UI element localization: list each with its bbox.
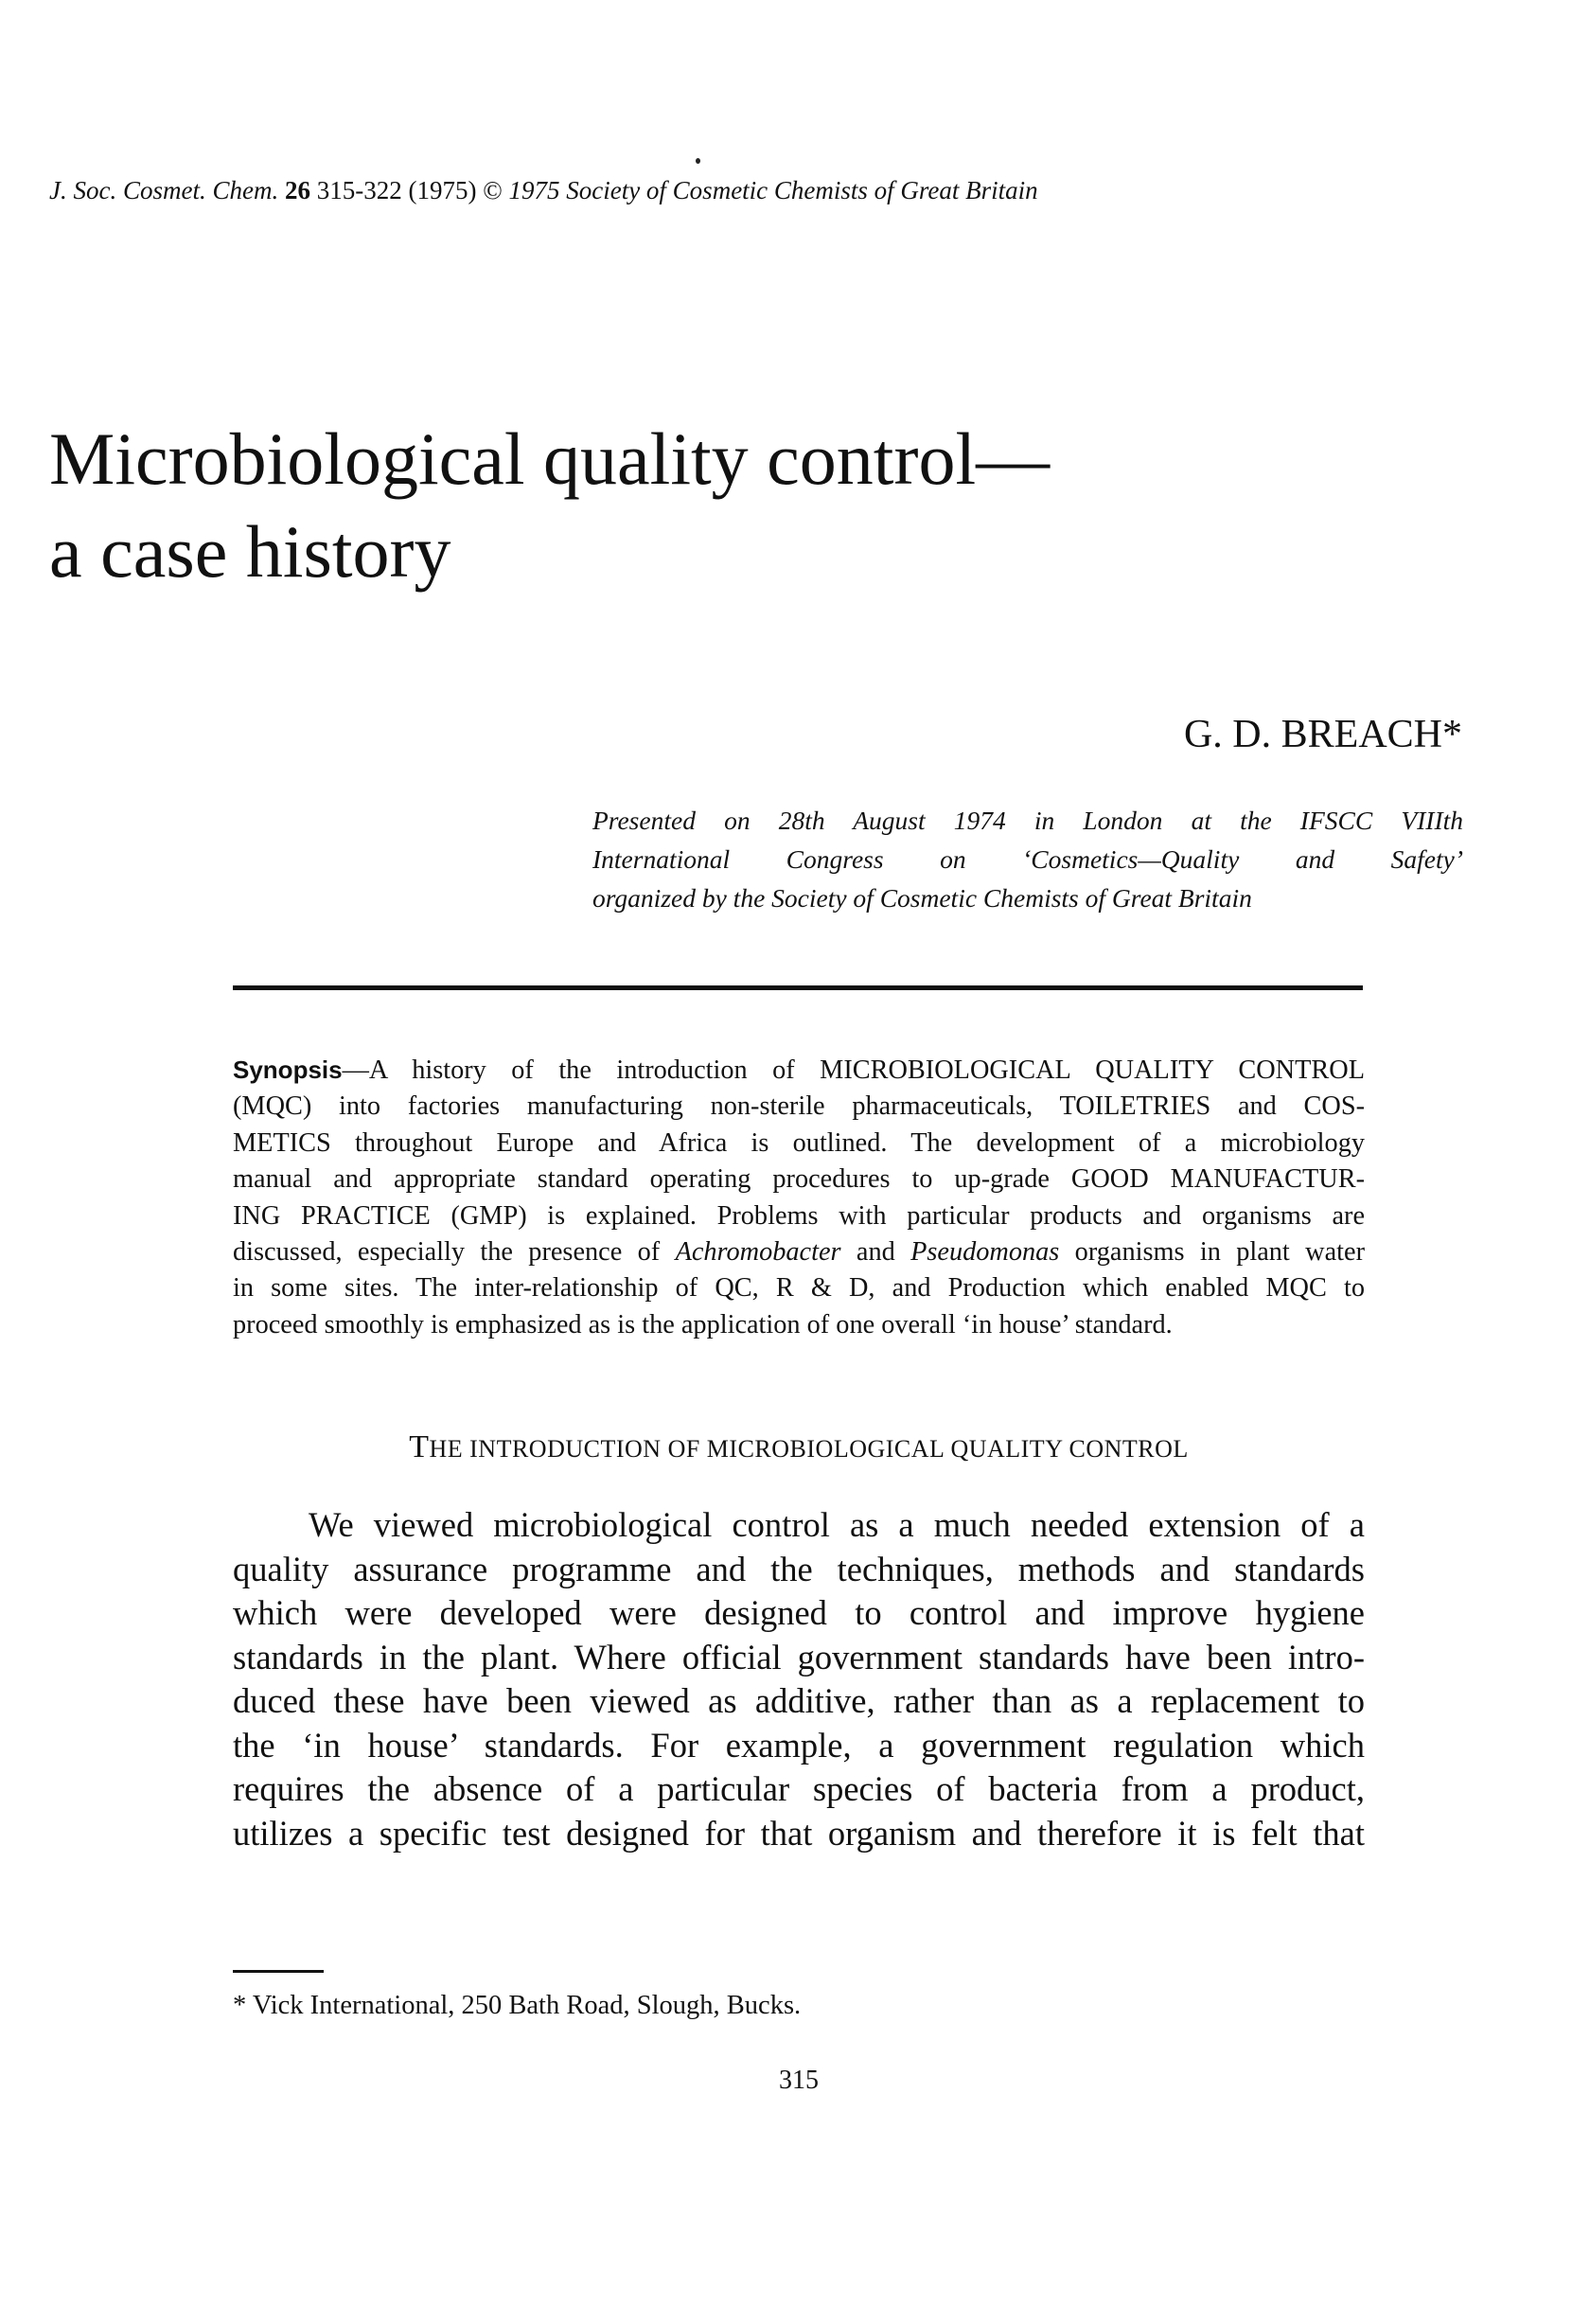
synopsis-line: in some sites. The inter-relationship of QC, R & D, and Production which enabled MQC to	[233, 1273, 1365, 1304]
synopsis-line	[233, 1052, 1365, 1089]
synopsis-line: (MQC) into factories manufacturing non-sterile pharmaceuticals, TOILETRIES and COS-	[233, 1091, 1365, 1122]
synopsis-line: manual and appropriate standard operating procedures to up-grade GOOD MANUFACTUR-	[233, 1164, 1365, 1195]
copyright-text: 1975 Society of Cosmetic Chemists of Great Britain	[508, 176, 1038, 204]
paper-title	[49, 413, 1469, 598]
organism-name-achromobacter: Achromobacter	[675, 1237, 841, 1268]
synopsis-line-text: —A history of the introduction of MICROBIOLOGICAL QUALITY CONTROL	[342, 1056, 1365, 1085]
presentation-line: organized by the Society of Cosmetic Chemists of Great Britain	[592, 883, 1252, 913]
synopsis-line: proceed smoothly is emphasized as is the application of one overall ‘in house’ standard.	[233, 1309, 1173, 1339]
section-heading-rest: HE INTRODUCTION OF MICROBIOLOGICAL QUALITY CONTROL	[429, 1435, 1189, 1463]
synopsis-line: METICS throughout Europe and Africa is outlined. The development of a microbiology	[233, 1127, 1365, 1158]
body-line: We viewed microbiological control as a much needed extension of a	[309, 1505, 1365, 1544]
footnote-affiliation: * Vick International, 250 Bath Road, Slough, Bucks.	[233, 1991, 802, 2020]
synopsis-line: ING PRACTICE (GMP) is explained. Problems with particular products and organisms are	[233, 1200, 1365, 1231]
journal-volume: 26	[284, 176, 310, 204]
page-number: 315	[779, 2066, 819, 2095]
presentation-note	[592, 801, 1463, 917]
body-paragraph	[233, 1503, 1365, 1855]
title-line-2: a case history	[49, 510, 451, 593]
synopsis-line-text: discussed, especially the presence of	[233, 1237, 676, 1268]
body-line: which were developed were designed to control and improve hygiene	[233, 1593, 1365, 1632]
footnote-rule	[233, 1970, 324, 1973]
synopsis-label: Synopsis	[233, 1056, 343, 1084]
body-line: quality assurance programme and the techniques, methods and standards	[233, 1549, 1365, 1588]
synopsis-line	[233, 1234, 1365, 1270]
title-line-1: Microbiological quality control—	[49, 417, 1051, 500]
synopsis-block	[233, 1052, 1365, 1343]
journal-year: (1975)	[408, 176, 477, 204]
journal-citation-header	[49, 176, 1469, 205]
journal-pages: 315-322	[316, 176, 402, 204]
section-heading	[233, 1429, 1365, 1465]
section-heading-initial: T	[409, 1429, 430, 1464]
presentation-line: International Congress on ‘Cosmetics—Quality and Safety’	[592, 844, 1463, 874]
presentation-line: Presented on 28th August 1974 in London at the IFSCC VIIIth	[592, 806, 1463, 835]
body-line: standards in the plant. Where official government standards have been intro-	[233, 1637, 1365, 1676]
section-divider-rule	[233, 985, 1363, 990]
synopsis-line-text: organisms in plant water	[1059, 1237, 1365, 1268]
body-line: utilizes a specific test designed for that organism and therefore it is felt that	[233, 1813, 1365, 1853]
copyright-symbol: ©	[483, 176, 503, 204]
synopsis-line-text: and	[840, 1237, 911, 1268]
body-line: requires the absence of a particular species of bacteria from a product,	[233, 1769, 1365, 1808]
author-name: G. D. BREACH*	[1183, 713, 1462, 756]
journal-name: J. Soc. Cosmet. Chem.	[49, 176, 279, 204]
organism-name-pseudomonas: Pseudomonas	[910, 1237, 1060, 1268]
body-line: duced these have been viewed as additive, rather than as a replacement to	[233, 1681, 1365, 1720]
scan-speck	[696, 158, 700, 164]
body-line: the ‘in house’ standards. For example, a government regulation which	[233, 1725, 1365, 1765]
